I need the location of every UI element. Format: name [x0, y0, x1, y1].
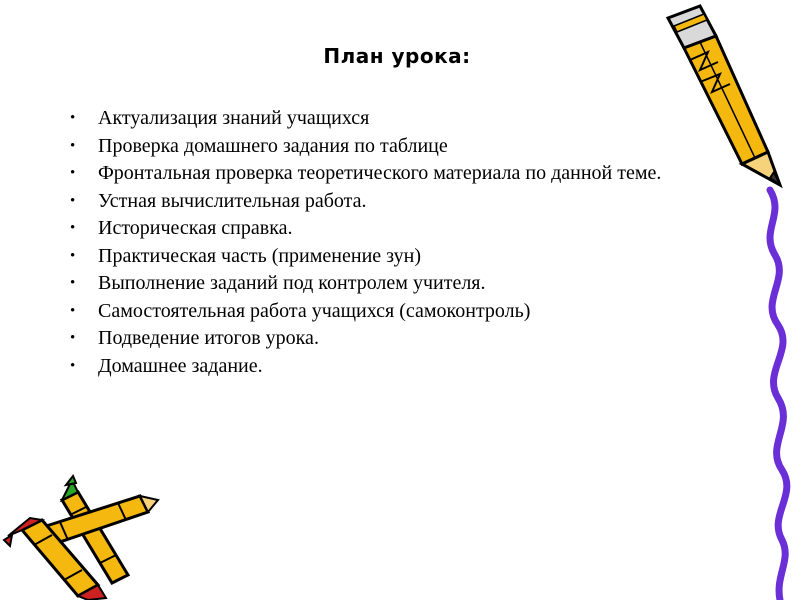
pencil-icon: [668, 6, 780, 185]
bullet-icon: •: [70, 357, 76, 374]
list-item-text: Фронтальная проверка теоретического материала по данной теме.: [98, 162, 662, 184]
list-item-text: Выполнение заданий под контролем учителя.: [98, 272, 486, 294]
bullet-icon: •: [70, 247, 76, 264]
squiggle-line: [770, 190, 787, 600]
bullet-icon: •: [70, 192, 76, 209]
bullet-icon: •: [70, 275, 76, 291]
list-item-text: Актуализация знаний учащихся: [98, 107, 370, 129]
bullet-icon: •: [70, 220, 76, 236]
bullet-icon: •: [70, 110, 76, 126]
bullet-icon: •: [70, 165, 76, 181]
list-item-text: Практическая часть (применение зун): [98, 244, 421, 267]
bullet-icon: •: [70, 137, 76, 154]
list-item-text: Проверка домашнего задания по таблице: [98, 134, 448, 157]
list-item-text: Домашнее задание.: [98, 354, 263, 377]
list-item-text: Самостоятельная работа учащихся (самоконтроль): [98, 299, 531, 322]
bullet-icon: •: [70, 330, 76, 346]
list-item-text: Историческая справка.: [98, 217, 293, 239]
bullet-icon: •: [70, 302, 76, 319]
slide-title-text: План урока:: [323, 44, 471, 68]
list-item-text: Устная вычислительная работа.: [98, 189, 367, 212]
list-item-text: Подведение итогов урока.: [98, 327, 319, 349]
